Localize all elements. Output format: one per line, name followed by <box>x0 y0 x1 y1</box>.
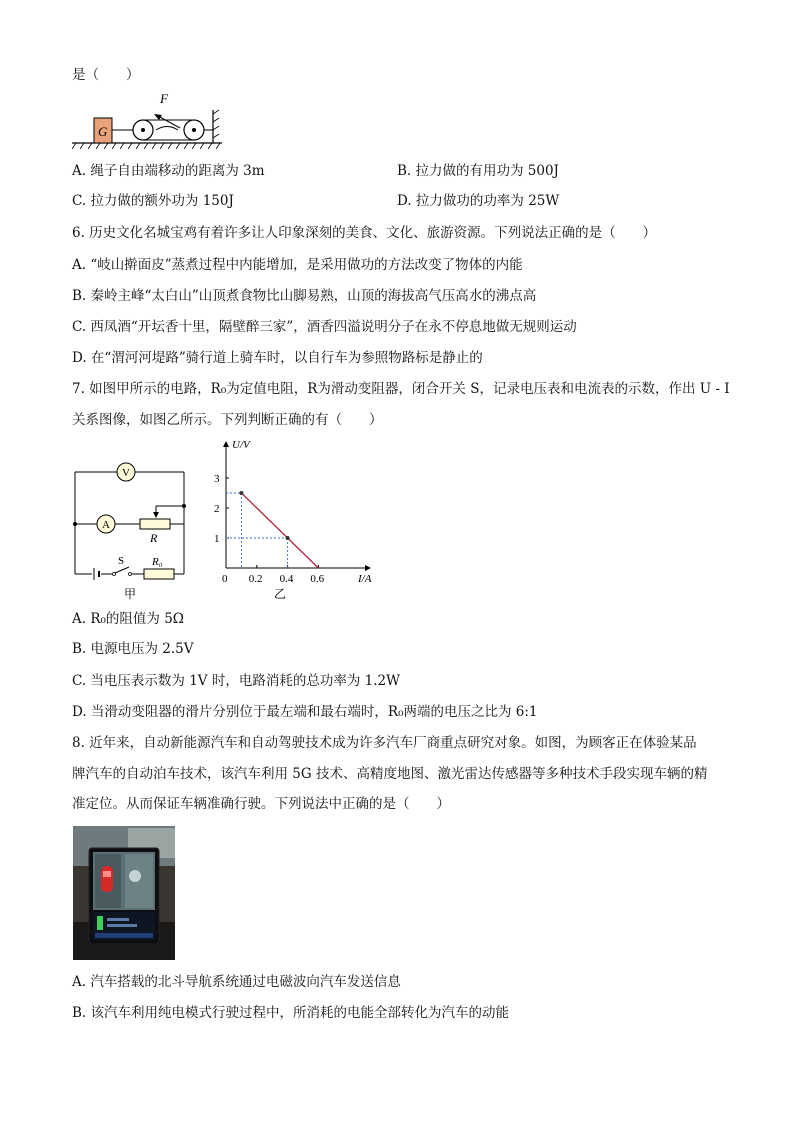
data-point <box>239 491 243 495</box>
circuit-diagram <box>68 458 198 604</box>
x-tick-label: 0.2 <box>248 573 263 585</box>
car-screen-photo <box>73 826 175 960</box>
graph-origin: 0 <box>222 573 228 585</box>
q5-option-a[interactable]: A. 绳子自由端移动的距离为 3m <box>72 163 265 179</box>
q7-stem-line2: 关系图像，如图乙所示。下列判断正确的有（ ） <box>72 412 383 428</box>
circuit-caption: 甲 <box>124 587 137 601</box>
q8-stem-line2: 牌汽车的自动泊车技术，该汽车利用 5G 技术、高精度地图、激光雷达传感器等多种技术手段实现车辆的精 <box>72 766 708 782</box>
ui-line <box>241 493 318 568</box>
q8-option-b[interactable]: B. 该汽车利用纯电模式行驶过程中，所消耗的电能全部转化为汽车的动能 <box>72 1005 510 1021</box>
rheostat-label: R <box>150 531 158 545</box>
switch-label: S <box>118 555 125 567</box>
q6-option-a[interactable]: A. “岐山擀面皮”蒸煮过程中内能增加，是采用做功的方法改变了物体的内能 <box>72 257 523 273</box>
q5-stem-tail: 是（ ） <box>72 67 140 83</box>
q7-option-b[interactable]: B. 电源电压为 2.5V <box>72 641 194 657</box>
pulley-figure <box>72 92 224 154</box>
q6-option-b[interactable]: B. 秦岭主峰“太白山”山顶煮食物比山脚易熟，山顶的海拔高气压高水的沸点高 <box>72 288 537 304</box>
q7-option-c[interactable]: C. 当电压表示数为 1V 时，电路消耗的总功率为 1.2W <box>72 673 400 689</box>
y-tick-label: 1 <box>214 533 220 545</box>
q5-option-d[interactable]: D. 拉力做功的功率为 25W <box>397 193 560 209</box>
q7-stem-line1: 7. 如图甲所示的电路，R₀为定值电阻，R为滑动变阻器，闭合开关 S，记录电压表和电流表的示数，作出 U - I <box>72 381 730 397</box>
graph-ylabel: U/V <box>232 439 250 451</box>
resistor-label: R₀ <box>152 556 163 568</box>
y-tick-label: 2 <box>214 503 220 515</box>
q5-option-b[interactable]: B. 拉力做的有用功为 500J <box>397 163 559 179</box>
label-g: G <box>98 124 108 139</box>
q6-option-d[interactable]: D. 在“渭河河堤路”骑行道上骑车时，以自行车为参照物路标是静止的 <box>72 350 483 366</box>
q6-stem: 6. 历史文化名城宝鸡有着许多让人印象深刻的美食、文化、旅游资源。下列说法正确的是（ ） <box>72 225 657 241</box>
q8-stem-line3: 准定位。从而保证车辆准确行驶。下列说法中正确的是（ ） <box>72 796 450 812</box>
rheostat <box>140 519 170 529</box>
q8-option-a[interactable]: A. 汽车搭载的北斗导航系统通过电磁波向汽车发送信息 <box>72 974 401 990</box>
ammeter-label: A <box>102 519 110 531</box>
q6-option-c[interactable]: C. 西凤酒“开坛香十里，隔壁醉三家”，酒香四溢说明分子在永不停息地做无规则运动 <box>72 319 577 335</box>
q7-option-a[interactable]: A. R₀的阻值为 5Ω <box>72 611 184 627</box>
y-tick-label: 3 <box>214 473 220 485</box>
data-point <box>286 536 290 540</box>
resistor-r0 <box>144 569 174 579</box>
graph-caption: 乙 <box>274 587 287 601</box>
voltmeter-label: V <box>122 467 130 479</box>
ui-graph <box>210 436 382 604</box>
q8-stem-line1: 8. 近年来，自动新能源汽车和自动驾驶技术成为许多汽车厂商重点研究对象。如图，为顾客正在体验某品 <box>72 735 697 751</box>
q7-option-d[interactable]: D. 当滑动变阻器的滑片分别位于最左端和最右端时，R₀两端的电压之比为 6:1 <box>72 704 538 720</box>
label-f: F <box>160 92 168 106</box>
x-tick-label: 0.4 <box>279 573 294 585</box>
q5-option-c[interactable]: C. 拉力做的额外功为 150J <box>72 193 234 209</box>
x-tick-label: 0.6 <box>310 573 325 585</box>
graph-xlabel: I/A <box>358 573 372 585</box>
